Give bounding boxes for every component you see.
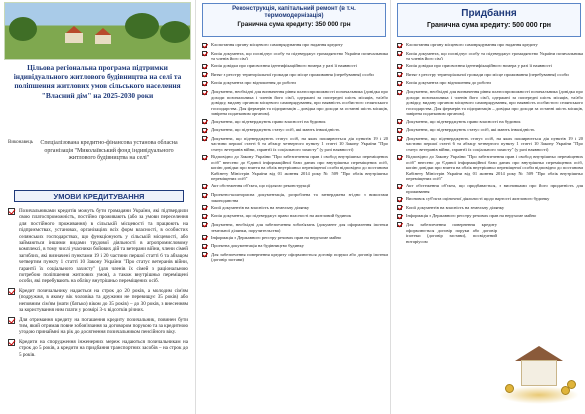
list-item: Документи, що підтверджують статус осіб, які мають інвалідність [202,127,388,134]
checkbox-icon [397,197,402,202]
checkbox-icon [202,193,207,198]
checkbox-icon [397,90,402,95]
checkbox-icon [397,64,402,69]
checkbox-icon [397,51,402,56]
reconstruction-docs-list [202,42,388,265]
checkbox-icon [202,155,207,160]
list-item: Акт обстеження об'єкта, що підлягає реконструкції [202,183,388,190]
list-item: Копія довідки про присвоєння ідентифікаційного номера у разі її наявності [202,63,388,70]
executor-label: Виконавець [8,140,34,145]
list-item: Копія документа про відношення до роботи [397,80,583,87]
checkbox-icon [397,222,402,227]
list-item: Для отримання кредиту на погашення кредиту позичальник, повинен бути тим, який отримав повне зобов'язання за договором порукою та за кредитною угодою принаймні на рік до досягнення позичальником пенсійного віку. [8,317,188,336]
checkbox-icon [202,184,207,189]
list-item: Документи, що підтверджують статус осіб, на яких поширюється дія пунктів 19 і 20 частини першої статті 6 та абзацу четвертого пункту 1 статті 10 Закону України "Про статус ветеранів війни, гарантії їх соціального захисту" (у разі наявності) [202,136,388,153]
executor-text: Спеціалізована кредитно-фінансова установа обласна організація "Миколаївський фонд індивідуального житлового будівництва на селі" [40,140,178,162]
checkbox-icon [202,205,207,210]
checkbox-icon [202,222,207,227]
checkbox-icon [202,244,207,249]
village-photo [4,2,191,60]
checkbox-icon [202,214,207,219]
checkbox-icon [397,119,402,124]
list-item: Витяг з реєстру територіальної громади про місце проживання (перебування) особи [202,72,388,79]
right-column [390,0,585,414]
list-item: Документи, що підтверджують право власності на будинок [202,119,388,126]
list-item: Висновок суб'єкта оціночної діяльності щодо вартості житлового будинку [397,196,583,203]
checkbox-icon [397,184,402,189]
checkbox-icon [397,43,402,48]
purchase-title: Придбання [461,8,517,19]
purchase-header [397,3,581,37]
reconstruction-title: Реконструкція, капітальний ремонт (в т.ч. термомодернізація) [232,6,356,19]
list-item: Копія документа, що підтверджує право власності на житловий будинок [202,213,388,220]
list-item: Документи, необхідні для визначення рівня платоспроможності позичальника (довідка про доходи позичальника і членів його сім'ї, одержані за попередні шість місяців, та/або довідку, видану органом місцевого самоврядування, про наявність особистого селянського господарства. Для фермерів та підприємців – довідка про доходи за останні шість місяців, завірена податковим органом). [397,89,583,117]
list-item: Документи, що підтверджують статус осіб, на яких поширюється дія пунктів 19 і 20 частини першої статті 6 та абзацу четвертого пункту 1 статті 10 Закону України "Про статус ветеранів війни, гарантії їх соціального захисту" (у разі наявності) [397,136,583,153]
list-item: Клопотання органу місцевого самоврядування про надання кредиту [202,42,388,49]
middle-column [195,0,390,414]
list-item: Документи, що підтверджують статус осіб, які мають інвалідність [397,127,583,134]
conditions-list [8,208,188,361]
checkbox-icon [397,72,402,77]
list-item: Копія довідки про присвоєння ідентифікаційного номера у разі її наявності [397,63,583,70]
purchase-limit: Гранична сума кредиту: 500 000 грн [427,22,551,29]
list-item: Проектна документація на будівництво будинку [202,243,388,250]
checkbox-icon [202,128,207,133]
list-item: Витяг з реєстру територіальної громади про місце проживання (перебування) особи [397,72,583,79]
list-item: Інформація з Державного реєстру речових прав на нерухоме майно [397,213,583,220]
checkbox-icon [202,81,207,86]
checkbox-icon [202,64,207,69]
checkbox-icon [202,43,207,48]
left-column [0,0,195,414]
list-item: Відповідно до Закону України "Про забезпечення прав і свобод внутрішньо переміщених осіб" внесено до Єдиної інформаційної бази даних про внутрішньо переміщених осіб, копію довідки про взяття на облік внутрішньо переміщеної особи відповідно до постанови Кабінету Міністрів України від 01 жовтня 2014 року № 509 "Про облік внутрішньо переміщених осіб" [202,154,388,182]
list-item: Інформація з Державного реєстру речових прав на нерухоме майно [202,235,388,242]
checkbox-icon [8,288,16,295]
list-item: Копія документа, що посвідчує особу та підтверджує громадянство України позичальника та членів його сім'ї [202,51,388,62]
checkbox-icon [397,155,402,160]
list-item: Відповідно до Закону України "Про забезпечення прав і свобод внутрішньо переміщених осіб" внесено до Єдиної інформаційної бази даних про внутрішньо переміщених осіб, копію довідки про взяття на облік внутрішньо переміщеної особи відповідно до постанови Кабінету Міністрів України від 01 жовтня 2014 року № 509 "Про облік внутрішньо переміщених осіб" [397,154,583,182]
list-item: Позичальниками кредитів можуть бути громадяни України, які підтвердили свою платоспроможність, постійно проживають (або за умови переселення для постійного проживання) в сільській місцевості та працюють на підприємствах, установах, організаціях всіх форм власності, в особистих селянських господарствах, що функціонують у сільській місцевості, або займаються іншими видами трудової діяльності в агропромисловому комплексі, в тому числі учасники бойових дій та ветерани війни, члени сімей загиблих, які визначені пунктами 19 і 20 частини першої статті 6 та абзацом четвертим пункту 1 статті 10 Закону України "Про статус ветеранів війни, гарантії їх соціального захисту" (для членів їх сімей з раціональною потребою поліпшення житлових умов), а також внутрішньо переміщені особи, які перебувають на обліку внутрішньо переміщених осіб. [8,208,188,285]
checkbox-icon [397,81,402,86]
list-item: Кредит позичальнику надається на строк до 20 років, а молодим сім'ям (подружжя, в якому вік чоловіка та дружини не перевищує 35 років) або неповним сім'ям (мати (батько) віком до 35 років) – до 30 років, з внесенням за користування ним плати у розмірі 3-х відсотків річних. [8,288,188,314]
list-item: Клопотання органу місцевого самоврядування про надання кредиту [397,42,583,49]
reconstruction-limit: Гранична сума кредиту: 350 000 грн [237,21,351,28]
list-item: Документи, що підтверджують право власності на будинок [397,119,583,126]
section-title: УМОВИ КРЕДИТУВАННЯ [14,190,184,202]
checkbox-icon [8,317,16,324]
checkbox-icon [8,208,16,215]
reconstruction-header [202,3,386,37]
list-item: Копії документів на власність на земельну ділянку [397,205,583,212]
checkbox-icon [202,72,207,77]
list-item: Копії документів на власність на земельну ділянку [202,205,388,212]
house-coins-illustration [499,340,579,404]
checkbox-icon [202,51,207,56]
list-item: Для забезпечення повернення кредиту оформлюється договір поруки або договір іпотеки (договір застави), посвідчений нотаріусом [397,222,497,244]
checkbox-icon [8,339,16,346]
checkbox-icon [397,136,402,141]
checkbox-icon [202,252,207,257]
list-item: Документи, необхідні для визначення рівня платоспроможності позичальника (довідка про доходи позичальника і членів його сім'ї, одержані за попередні шість місяців, та/або довідку, видану органом місцевого самоврядування, про наявність особистого селянського господарства. Для фермерів та підприємців – довідка про доходи за останні шість місяців, завірена податковим органом). [202,89,388,117]
purchase-docs-list [397,42,583,246]
checkbox-icon [202,136,207,141]
checkbox-icon [397,205,402,210]
list-item: Для забезпечення повернення кредиту оформлюється договір поруки або договір іпотеки (договір застави) [202,252,388,263]
program-title: Цільова регіональна програма підтримки індивідуального житлового будівництва на селі та поліпшення житлових умов сільського населення "Власний дім" на 2025-2030 роки [13,63,182,100]
checkbox-icon [202,235,207,240]
list-item: Копія документа про відношення до роботи [202,80,388,87]
list-item: Акт обстеження об'єкта, що придбавається, з висновками про його придатність для проживання [397,183,583,194]
checkbox-icon [397,214,402,219]
checkbox-icon [397,128,402,133]
checkbox-icon [202,90,207,95]
list-item: Кредити на спорудження інженерних мереж надаються позичальникам на строк до 5 років, а кредити на придбання транспортних засобів – на строк до 5 років. [8,339,188,358]
list-item: Копія документа, що посвідчує особу та підтверджує громадянство України позичальника та членів його сім'ї [397,51,583,62]
checkbox-icon [202,119,207,124]
list-item: Документи, необхідні для забезпечення зобов'язань (документ для оформлення іпотеки земельної ділянки, поручительства) [202,222,388,233]
list-item: Проектно-кошторисна документація, розроблена та затверджена згідно з вимогами законодавства [202,192,388,203]
